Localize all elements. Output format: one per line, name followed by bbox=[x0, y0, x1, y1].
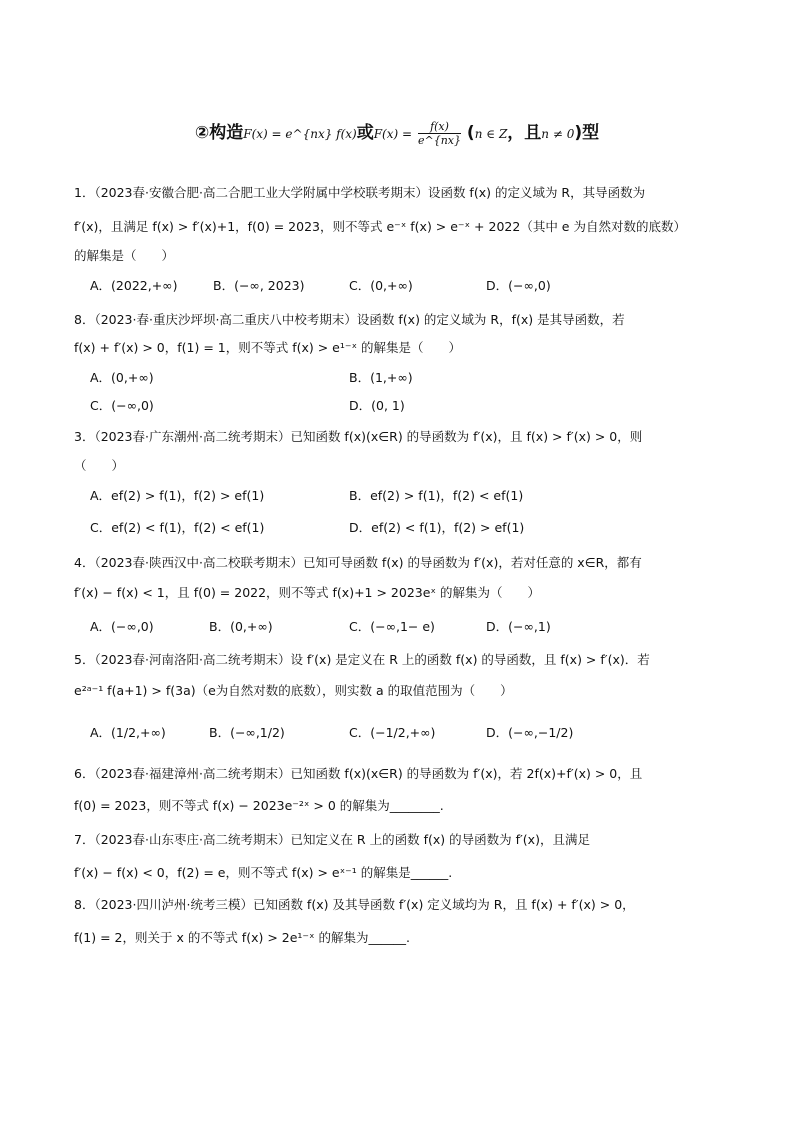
question-4-line-1: 4．（2023春·陕西汉中·高二校联考期末）已知可导函数 f(x) 的导函数为 f′(x)，若对任意的 x∈R，都有 bbox=[74, 555, 642, 570]
question-3-option-d[interactable]: D．ef(2) < f(1)，f(2) > ef(1) bbox=[349, 520, 525, 535]
question-3-line-1: 3．（2023春·广东潮州·高二统考期末）已知函数 f(x)(x∈R) 的导函数为 f′(x)，且 f(x) > f′(x) > 0，则 bbox=[74, 429, 643, 444]
question-6-line-1: 6．（2023春·福建漳州·高二统考期末）已知函数 f(x)(x∈R) 的导函数为 f′(x)，若 2f(x)+f′(x) > 0，且 bbox=[74, 766, 643, 781]
question-4-option-b[interactable]: B．(0,+∞) bbox=[209, 619, 273, 634]
question-1-line-2: f′(x)，且满足 f(x) > f′(x)+1，f(0) = 2023，则不等式 e⁻ˣ f(x) > e⁻ˣ + 2022（其中 e 为自然对数的底数） bbox=[74, 219, 686, 234]
question-5-line-1: 5．（2023春·河南洛阳·高二统考期末）设 f′(x) 是定义在 R 上的函数 f(x) 的导函数，且 f(x) > f′(x)．若 bbox=[74, 652, 650, 667]
question-4-line-2: f′(x) − f(x) < 1，且 f(0) = 2022，则不等式 f(x)+1 > 2023eˣ 的解集为（ ） bbox=[74, 585, 540, 600]
question-3-line-2: （ ） bbox=[74, 458, 125, 473]
question-1-option-c[interactable]: C．(0,+∞) bbox=[349, 278, 413, 293]
question-1-option-a[interactable]: A．(2022,+∞) bbox=[90, 278, 178, 293]
question-5-option-b[interactable]: B．(−∞,1/2) bbox=[209, 725, 285, 740]
title-paren-open: ( bbox=[466, 123, 475, 143]
question-3-option-b[interactable]: B．ef(2) > f(1)，f(2) < ef(1) bbox=[349, 488, 524, 503]
question-7-line-1: 7．（2023春·山东枣庄·高二统考期末）已知定义在 R 上的函数 f(x) 的导函数为 f′(x)，且满足 bbox=[74, 832, 590, 847]
title-formula-2-lhs: F(x) = bbox=[373, 127, 413, 141]
title-condition-2: n ≠ 0 bbox=[541, 127, 575, 141]
question-2-option-d[interactable]: D．(0, 1) bbox=[349, 398, 405, 413]
question-7-line-2: f′(x) − f(x) < 0，f(2) = e，则不等式 f(x) > eˣ⁻¹ 的解集是______. bbox=[74, 865, 453, 880]
title-suffix: )型 bbox=[574, 123, 600, 143]
question-2-option-b[interactable]: B．(1,+∞) bbox=[349, 370, 413, 385]
title-and: ，且 bbox=[507, 123, 542, 143]
question-8-line-2: f(1) = 2，则关于 x 的不等式 f(x) > 2e¹⁻ˣ 的解集为______. bbox=[74, 930, 411, 945]
question-1-line-1: 1．（2023春·安徽合肥·高二合肥工业大学附属中学校联考期末）设函数 f(x) 的定义域为 R，其导函数为 bbox=[74, 185, 646, 200]
question-4-option-c[interactable]: C．(−∞,1− e) bbox=[349, 619, 435, 634]
question-1-option-d[interactable]: D．(−∞,0) bbox=[486, 278, 551, 293]
question-8-line-1: 8．（2023·四川泸州·统考三模）已知函数 f(x) 及其导函数 f′(x) 定义域均为 R，且 f(x) + f′(x) > 0， bbox=[74, 897, 635, 912]
question-3-option-c[interactable]: C．ef(2) < f(1)，f(2) < ef(1) bbox=[90, 520, 265, 535]
title-fraction bbox=[418, 120, 461, 147]
question-2-line-1: 8．（2023·春·重庆沙坪坝·高二重庆八中校考期末）设函数 f(x) 的定义域为 R，f(x) 是其导函数，若 bbox=[74, 312, 625, 327]
title-fraction-denominator: e^{nx} bbox=[417, 133, 461, 147]
section-title bbox=[0, 118, 794, 147]
title-or: 或 bbox=[356, 123, 374, 143]
question-4-option-a[interactable]: A．(−∞,0) bbox=[90, 619, 154, 634]
question-4-option-d[interactable]: D．(−∞,1) bbox=[486, 619, 551, 634]
title-prefix: ②构造 bbox=[194, 123, 244, 143]
title-condition-1: n ∈ Z bbox=[474, 127, 508, 141]
question-2-line-2: f(x) + f′(x) > 0，f(1) = 1，则不等式 f(x) > e¹⁻ˣ 的解集是（ ） bbox=[74, 340, 461, 355]
title-fraction-numerator: f(x) bbox=[418, 120, 461, 134]
question-5-option-d[interactable]: D．(−∞,−1/2) bbox=[486, 725, 574, 740]
question-5-option-a[interactable]: A．(1/2,+∞) bbox=[90, 725, 166, 740]
title-formula-1: F(x) = e^{nx} f(x) bbox=[243, 127, 357, 141]
question-1-option-b[interactable]: B．(−∞, 2023) bbox=[213, 278, 305, 293]
question-2-option-c[interactable]: C．(−∞,0) bbox=[90, 398, 154, 413]
question-5-line-2: e²ᵃ⁻¹ f(a+1) > f(3a)（e为自然对数的底数），则实数 a 的取值范围为（ ） bbox=[74, 683, 513, 698]
question-5-option-c[interactable]: C．(−1/2,+∞) bbox=[349, 725, 436, 740]
question-2-option-a[interactable]: A．(0,+∞) bbox=[90, 370, 154, 385]
question-6-line-2: f(0) = 2023，则不等式 f(x) − 2023e⁻²ˣ > 0 的解集为________. bbox=[74, 798, 444, 813]
question-1-line-3: 的解集是（ ） bbox=[74, 248, 175, 263]
question-3-option-a[interactable]: A．ef(2) > f(1)，f(2) > ef(1) bbox=[90, 488, 265, 503]
